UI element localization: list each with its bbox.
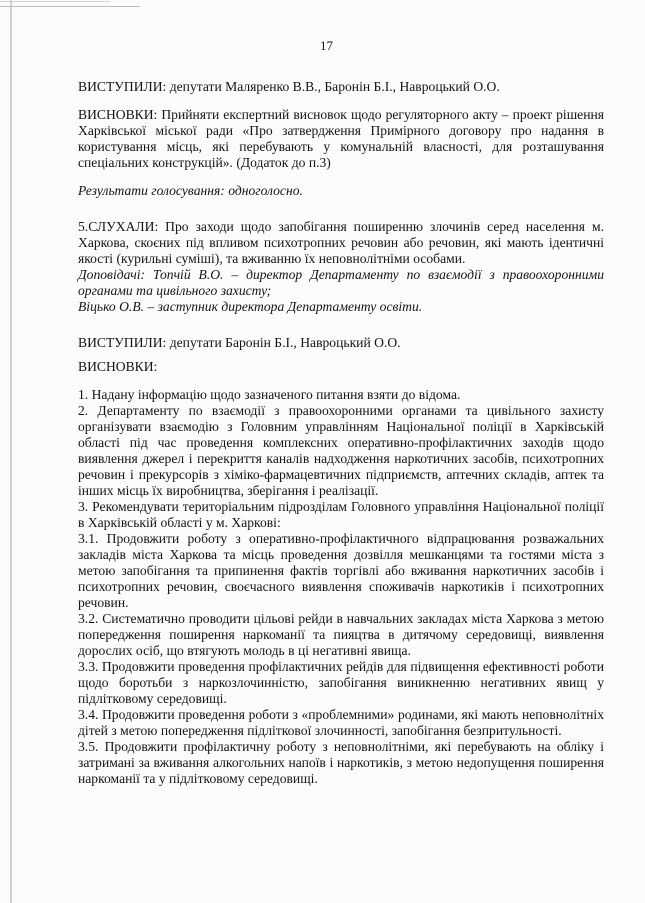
conclusion-item: 3.2. Систематично проводити цільові рейди в навчальних закладах міста Харкова з метою попередження поширення наркоманії та пияцтва в дитячому середовищі, виявлення дорослих осіб, що втягують молодь в ці негативні явища. bbox=[78, 611, 604, 658]
speakers-paragraph-1: ВИСТУПИЛИ: депутати Маляренко В.В., Баронін Б.І., Навроцький О.О. bbox=[78, 79, 500, 94]
conclusion-item: 3.3. Продовжити проведення профілактичних рейдів для підвищення ефективності роботи щодо боротьби з наркозлочинністю, запобігання виникненню негативних явищ у підлітковому середовищі. bbox=[78, 659, 604, 706]
scan-edge-top bbox=[0, 6, 140, 7]
voting-results: Результати голосування: одноголосно. bbox=[78, 183, 303, 198]
conclusions-paragraph-1: ВИСНОВКИ: Прийняти експертний висновок щодо регуляторного акту – проект рішення Харківської міської ради «Про затвердження Примірного договору про надання в користування місць, які перебувають у комунальній власності, для розташування спеціальних конструкцій». (Додаток до п.3) bbox=[78, 107, 604, 170]
document-body bbox=[78, 79, 604, 787]
heard-item-5: 5.СЛУХАЛИ: Про заходи щодо запобігання поширенню злочинів серед населення м. Харкова, скоєних під впливом психотропних речовин або речовин, які мають ідентичні якості (курильні суміші), та вживанню їх неповнолітніми особами. bbox=[78, 219, 604, 266]
conclusion-item: 1. Надану інформацію щодо зазначеного питання взяти до відома. bbox=[78, 387, 461, 402]
speakers-paragraph-2: ВИСТУПИЛИ: депутати Баронін Б.І., Навроцький О.О. bbox=[78, 335, 401, 350]
conclusion-item: 2. Департаменту по взаємодії з правоохоронними органами та цивільного захисту організувати взаємодію з Головним управлінням Національної поліції в Харківській області під час проведення комплексних оперативно-профілактичних заходів щодо виявлення джерел і перекриття каналів надходження наркотичних засобів, психотропних речовин і прекурсорів з хіміко-фармацевтичних підприємств, аптечних складів, аптек та інших місць їх виробництва, зберігання і реалізації. bbox=[78, 403, 604, 498]
page-number: 17 bbox=[320, 38, 333, 53]
conclusions-heading-2: ВИСНОВКИ: bbox=[78, 359, 158, 374]
conclusion-item: 3.1. Продовжити роботу з оперативно-профілактичного відпрацювання розважальних закладів міста Харкова та місць проведення дозвілля мешканцями та гостями міста з метою запобігання та припинення фактів торгівлі або вживання наркотичних засобів і психотропних речовин, своєчасного виявлення споживачів наркотиків і психотропних речовин. bbox=[78, 531, 604, 610]
rapporteurs: Доповідачі: Топчій В.О. – директор Департаменту по взаємодії з правоохоронними органами та цивільного захисту; bbox=[78, 267, 604, 298]
rapporteur-vitko: Віцько О.В. – заступник директора Департаменту освіти. bbox=[78, 299, 423, 314]
scan-edge-left bbox=[10, 0, 12, 903]
conclusion-item: 3.4. Продовжити проведення роботи з «проблемними» родинами, які мають неповнолітніх дітей з метою попередження підліткової злочинності, запобігання безпритульності. bbox=[78, 707, 604, 738]
conclusion-item: 3. Рекомендувати територіальним підрозділам Головного управління Національної поліції в Харківській області у м. Харкові: bbox=[78, 499, 604, 530]
scan-edge-top-secondary bbox=[0, 1, 110, 2]
conclusion-item: 3.5. Продовжити профілактичну роботу з неповнолітніми, які перебувають на обліку і затримані за вживання алкогольних напоїв і наркотиків, з метою недопущення поширення наркоманії та у підлітковому середовищі. bbox=[78, 739, 604, 786]
